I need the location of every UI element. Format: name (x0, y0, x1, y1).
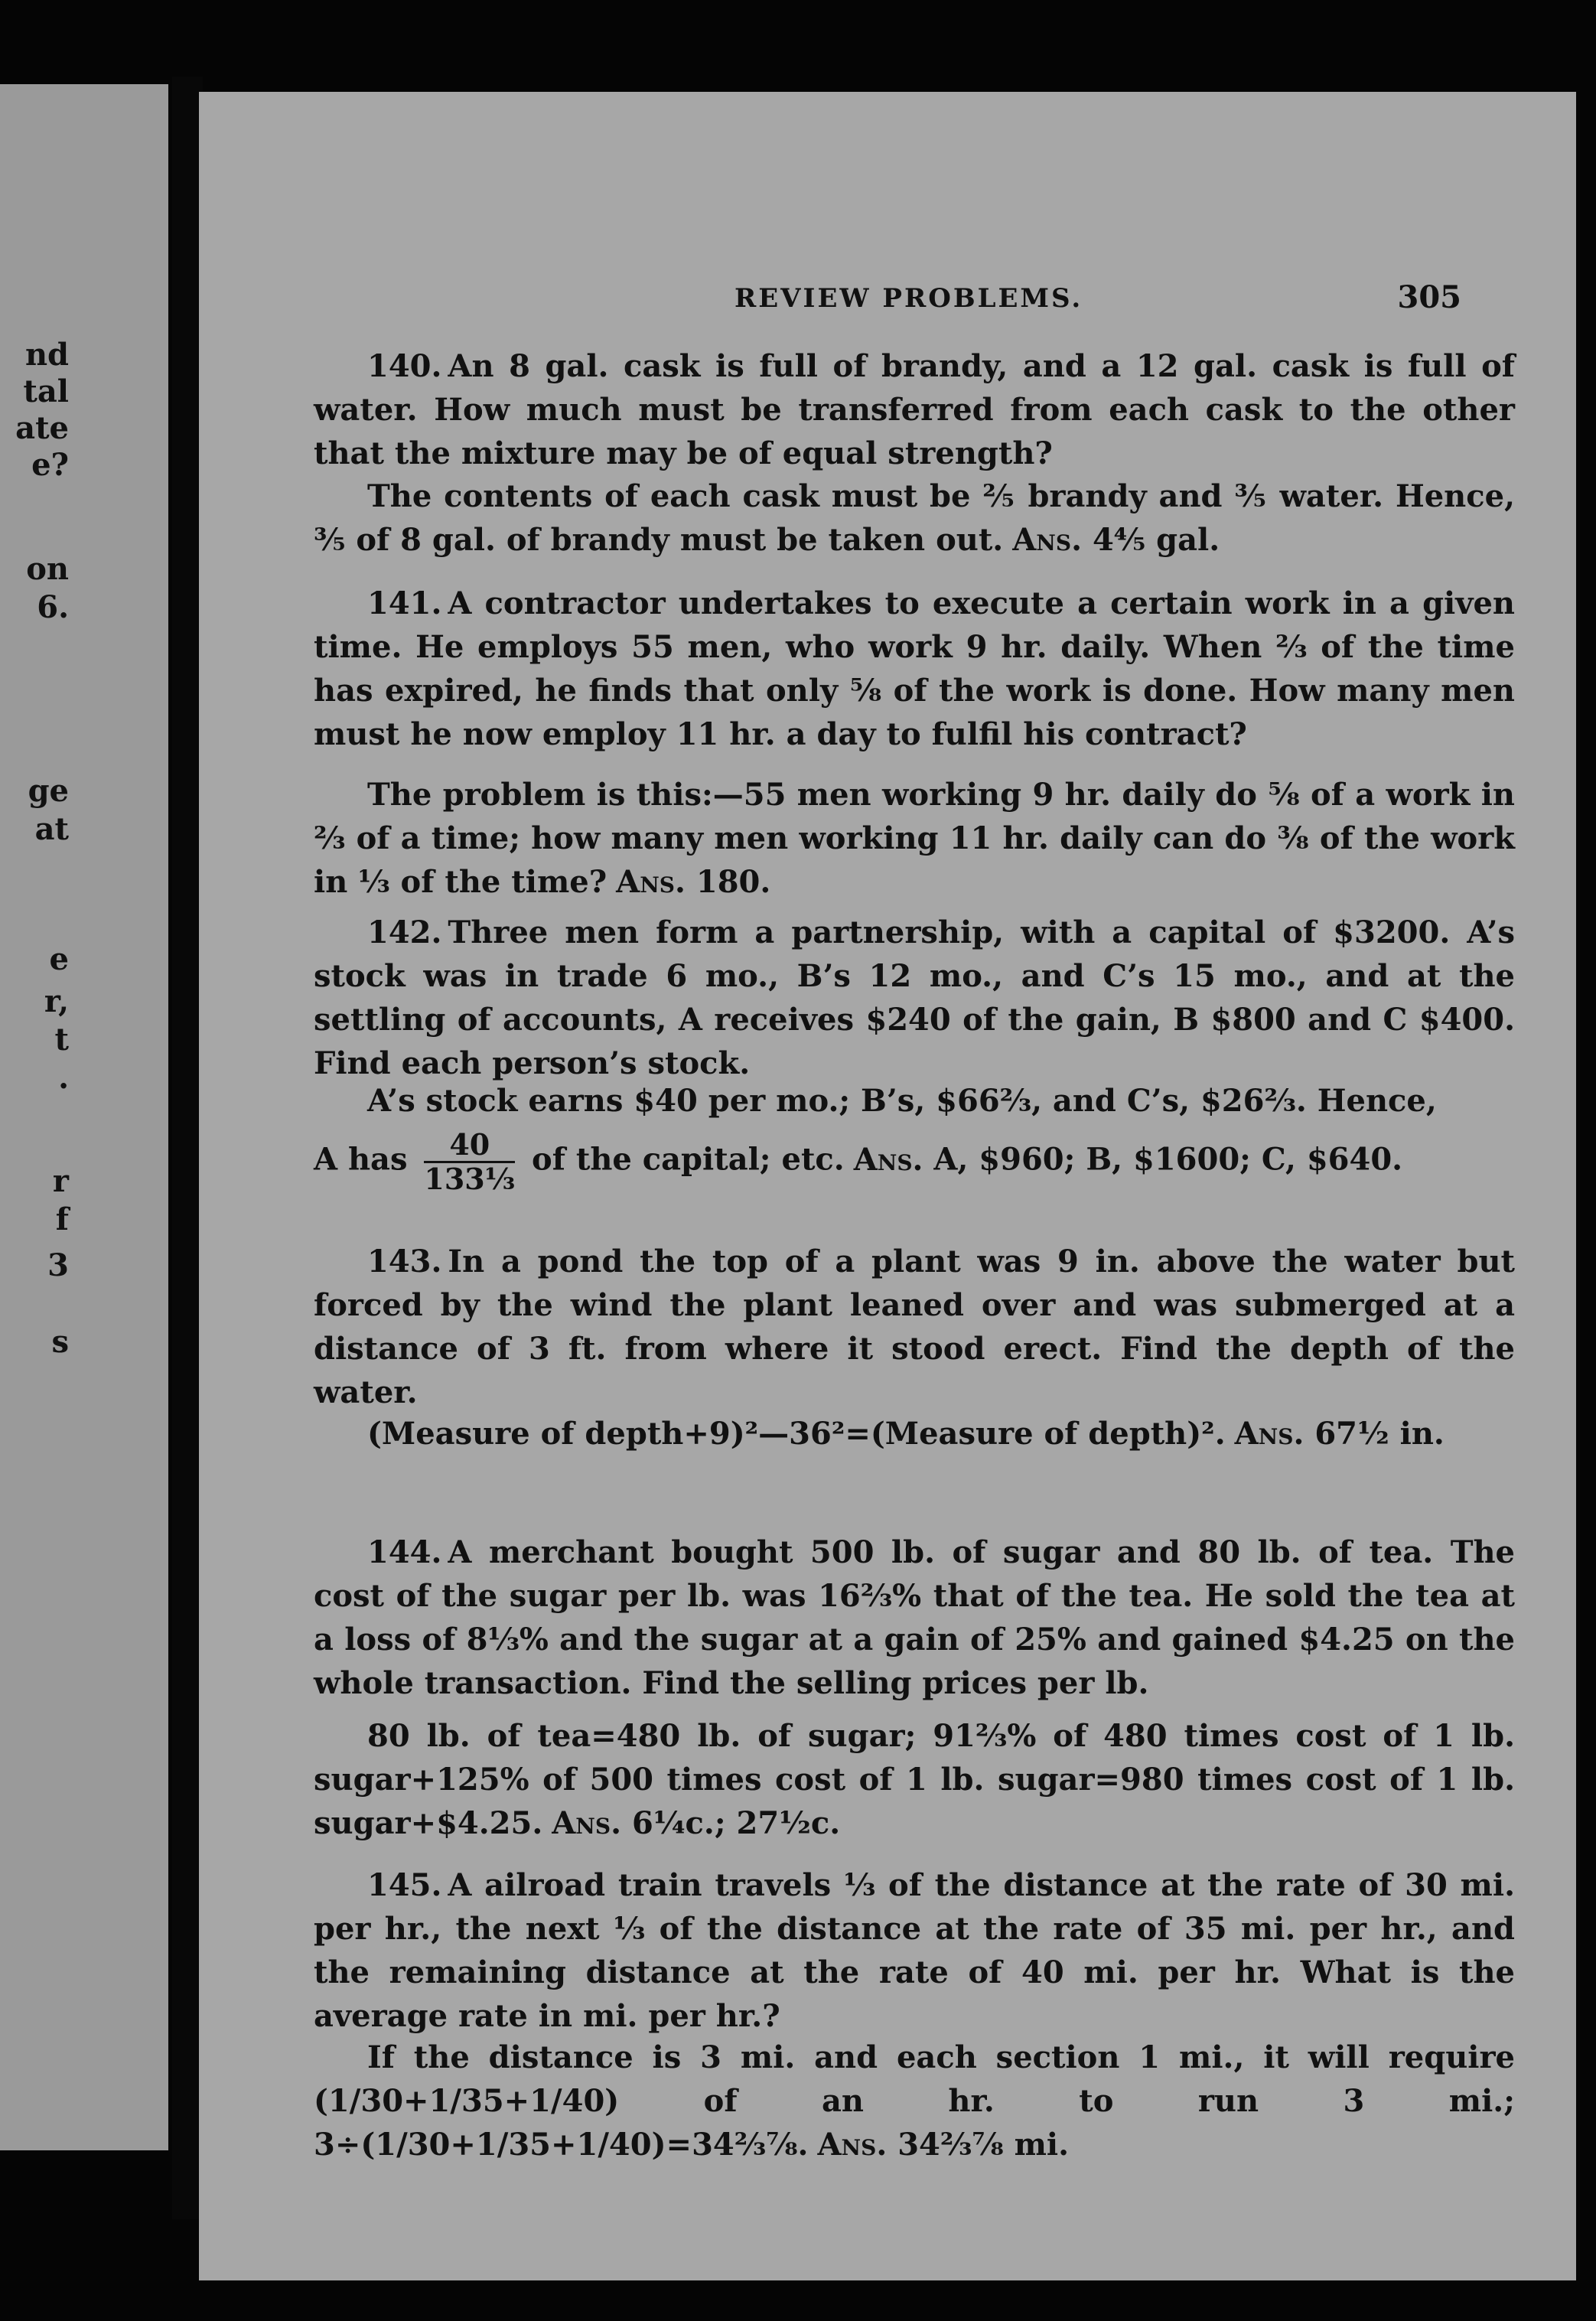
answer-label: Ans. (552, 1805, 622, 1841)
answer-label: Ans. (817, 2127, 888, 2163)
solution-144 (314, 1714, 1515, 1845)
edge-fragment: ate (15, 410, 69, 446)
problem-text: An 8 gal. cask is full of brandy, and a 12 gal. cask is full of water. How much must be transferred from each cask to the other that the mixture may be of equal strength? (314, 348, 1515, 471)
problem-143 (314, 1240, 1515, 1414)
solution-142 (314, 1079, 1515, 1123)
problem-text: Three men form a partnership, with a capital of $3200. A’s stock was in trade 6 mo., B’s 12 mo., and C’s 15 mo., and at the settling of accounts, A receives $240 of the gain, B $800 and C $400. Find each person’s stock. (314, 914, 1515, 1081)
solution-text: of the capital; etc. (532, 1141, 845, 1178)
answer-value: 180. (695, 864, 771, 900)
problem-number: 143. (367, 1244, 442, 1279)
edge-fragment: . (58, 1060, 69, 1096)
book-gutter (172, 77, 203, 2219)
edge-fragment: at (34, 811, 69, 847)
answer-value: 67½ in. (1314, 1416, 1445, 1452)
problem-text: A ailroad train travels ⅓ of the distance at the rate of 30 mi. per hr., the next ⅓ of the distance at the rate of 35 mi. per hr., and the remaining distance at the rate of 40 mi. per hr. What is the average rate in mi. per hr.? (314, 1867, 1515, 2034)
solution-142-fraction-line (314, 1129, 1515, 1195)
edge-fragment: nd (24, 337, 69, 373)
answer-value: 6¼c.; 27½c. (631, 1805, 841, 1841)
problem-number: 142. (367, 914, 442, 950)
problem-number: 140. (367, 348, 442, 384)
answer-value: 34⅔⅞ mi. (897, 2127, 1070, 2163)
edge-fragment: f (55, 1201, 69, 1237)
solution-text: A’s stock earns $40 per mo.; B’s, $66⅔, and C’s, $26⅔. Hence, (367, 1083, 1437, 1119)
problem-text: A merchant bought 500 lb. of sugar and 80 lb. of tea. The cost of the sugar per lb. was 16⅔% that of the tea. He sold the tea at a loss of 8⅓% and the sugar at a gain of 25% and gained $4.25 on the whole transaction. Find the selling prices per lb. (314, 1534, 1515, 1701)
answer-label: Ans. (1012, 522, 1083, 558)
problem-text: A contractor undertakes to execute a certain work in a given time. He employs 55 men, who work 9 hr. daily. When ⅔ of the time has expired, he finds that only ⅝ of the work is done. How many men must he now employ 11 hr. a day to fulfil his contract? (314, 585, 1515, 752)
solution-text: A has (314, 1141, 408, 1178)
running-head: REVIEW PROBLEMS. (734, 283, 1083, 314)
edge-fragment: tal (23, 373, 69, 409)
edge-fragment: s (51, 1324, 69, 1360)
fraction-denominator: 133⅓ (424, 1162, 516, 1196)
fraction-numerator: 40 (424, 1129, 515, 1163)
solution-text: If the distance is 3 mi. and each section 1 mi., it will require (1/30+1/35+1/40) of an hr. to run 3 mi.; 3÷(1/30+1/35+1/40)=34⅔⅞. (314, 2039, 1515, 2163)
problem-145 (314, 1863, 1515, 2038)
problem-144 (314, 1530, 1515, 1705)
problem-140 (314, 344, 1515, 475)
solution-text: The contents of each cask must be ⅖ brandy and ⅗ water. Hence, ⅗ of 8 gal. of brandy must be taken out. (314, 478, 1515, 558)
answer-value: A, $960; B, $1600; C, $640. (933, 1141, 1403, 1178)
capital-fraction (424, 1129, 515, 1195)
solution-145 (314, 2036, 1515, 2166)
solution-143 (314, 1412, 1515, 1456)
left-page-edge (0, 84, 168, 2150)
solution-140 (314, 474, 1515, 562)
answer-label: Ans. (616, 864, 686, 900)
solution-141 (314, 773, 1515, 904)
answer-label: Ans. (853, 1141, 923, 1178)
answer-label: Ans. (1234, 1416, 1304, 1452)
edge-fragment: t (54, 1022, 69, 1058)
edge-fragment: r, (44, 983, 69, 1019)
page-number: 305 (1397, 279, 1461, 315)
problem-number: 144. (367, 1534, 442, 1570)
edge-fragment: 3 (47, 1247, 69, 1283)
solution-text: The problem is this:—55 men working 9 hr. daily do ⅝ of a work in ⅔ of a time; how many men working 11 hr. daily can do ⅜ of the work in ⅓ of the time? (314, 777, 1515, 900)
problem-number: 145. (367, 1867, 442, 1903)
solution-text: 80 lb. of tea=480 lb. of sugar; 91⅔% of 480 times cost of 1 lb. sugar+125% of 500 times cost of 1 lb. sugar=980 times cost of 1 lb. sugar+$4.25. (314, 1718, 1515, 1841)
edge-fragment: ge (28, 773, 69, 809)
answer-value: 4⅘ gal. (1092, 522, 1220, 558)
edge-fragment: e (49, 941, 69, 977)
problem-number: 141. (367, 585, 442, 621)
book-page (199, 92, 1576, 2280)
problem-text: In a pond the top of a plant was 9 in. above the water but forced by the wind the plant leaned over and was submerged at a distance of 3 ft. from where it stood erect. Find the depth of the water. (314, 1244, 1515, 1410)
edge-fragment: on (26, 551, 69, 587)
edge-fragment: 6. (37, 589, 69, 625)
edge-fragment: e? (31, 447, 69, 483)
problem-141 (314, 582, 1515, 756)
solution-text: (Measure of depth+9)²—36²=(Measure of depth)². (367, 1416, 1226, 1452)
edge-fragment: r (52, 1163, 69, 1199)
problem-142 (314, 911, 1515, 1085)
